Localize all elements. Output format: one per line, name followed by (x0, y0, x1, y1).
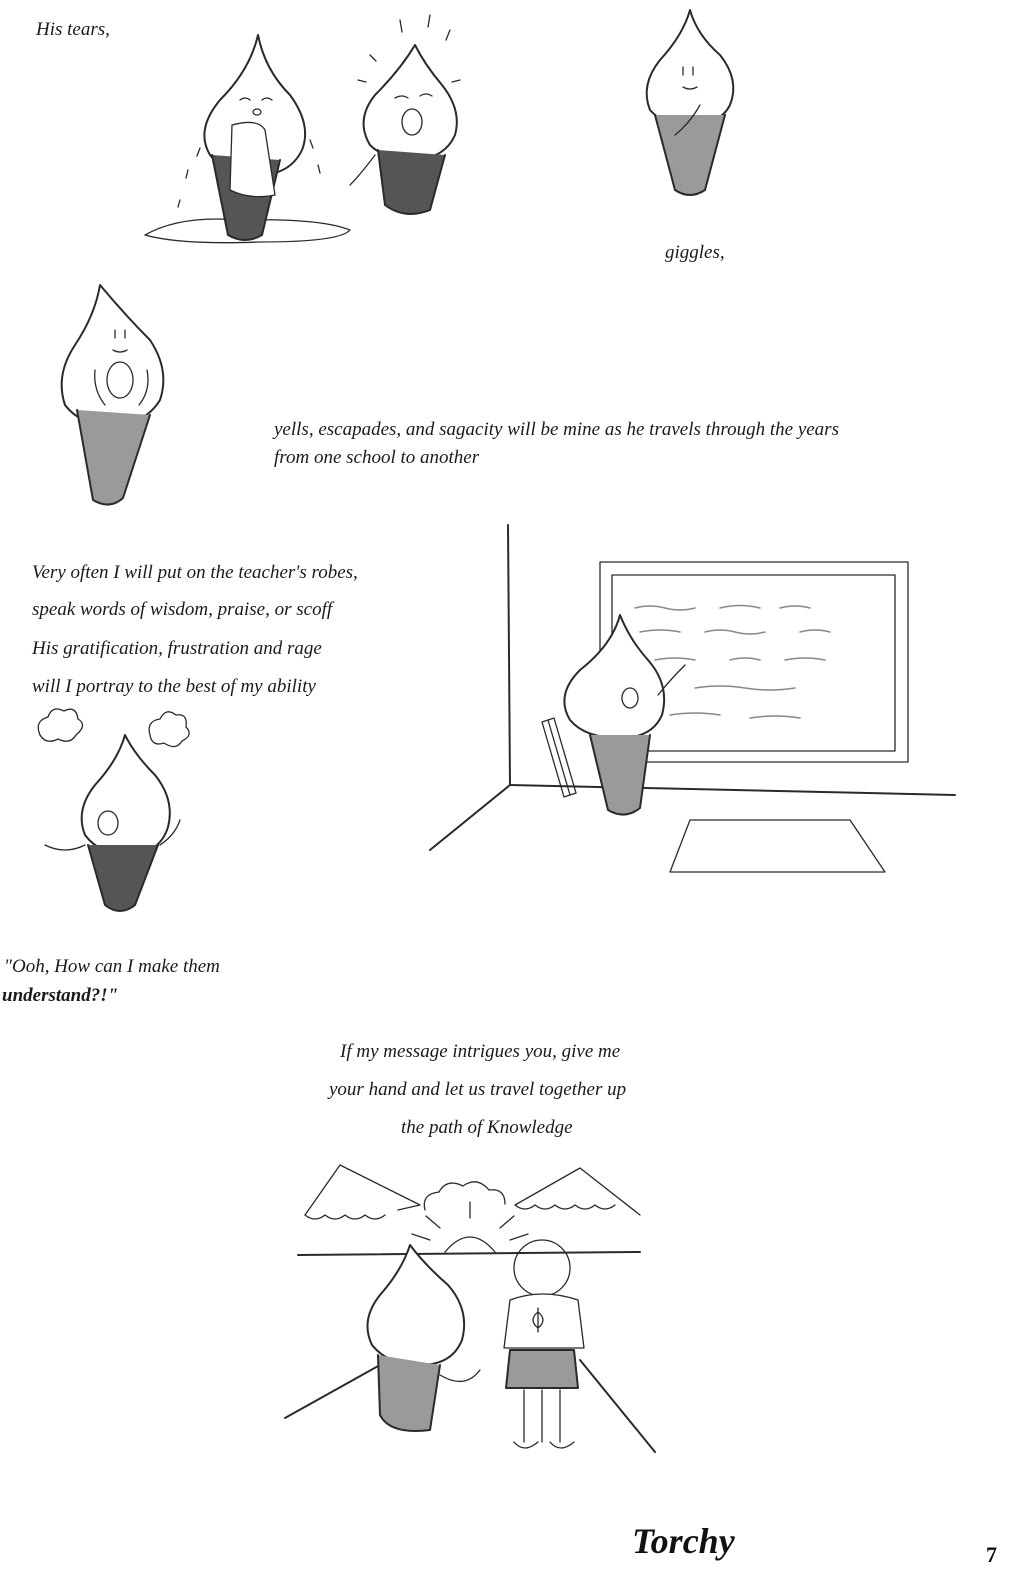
caption-teacher-line4: will I portray to the best of my ability (32, 676, 316, 697)
teacher-torch-blackboard-drawing (430, 520, 960, 880)
torch-and-child-sunrise-drawing (280, 1160, 660, 1460)
caption-yells-line2: from one school to another (274, 447, 480, 468)
giggling-torch-drawing (635, 5, 745, 200)
message-line1: If my message intrigues you, give me (340, 1041, 621, 1062)
angry-torch-drawing (30, 705, 195, 920)
page-number: 7 (986, 1542, 997, 1567)
message-line3: the path of Knowledge (401, 1117, 573, 1138)
caption-teacher-line3: His gratification, frustration and rage (32, 638, 322, 659)
caption-yells-line1: yells, escapades, and sagacity will be mine as he travels through the years (274, 419, 839, 440)
caption-teacher-line1: Very often I will put on the teacher's robes, (32, 562, 358, 583)
message-line2: your hand and let us travel together up (329, 1079, 627, 1100)
crying-torch-drawing (140, 30, 360, 250)
wailing-torch-drawing (330, 10, 480, 220)
quote-line1: "Ooh, How can I make them (4, 956, 220, 977)
caption-giggles: giggles, (665, 242, 725, 263)
yelling-torch-drawing (55, 280, 175, 510)
footer-title: Torchy (632, 1521, 735, 1561)
caption-tears: His tears, (36, 19, 110, 40)
caption-teacher-line2: speak words of wisdom, praise, or scoff (32, 599, 333, 620)
quote-line2: understand?!" (2, 985, 119, 1006)
